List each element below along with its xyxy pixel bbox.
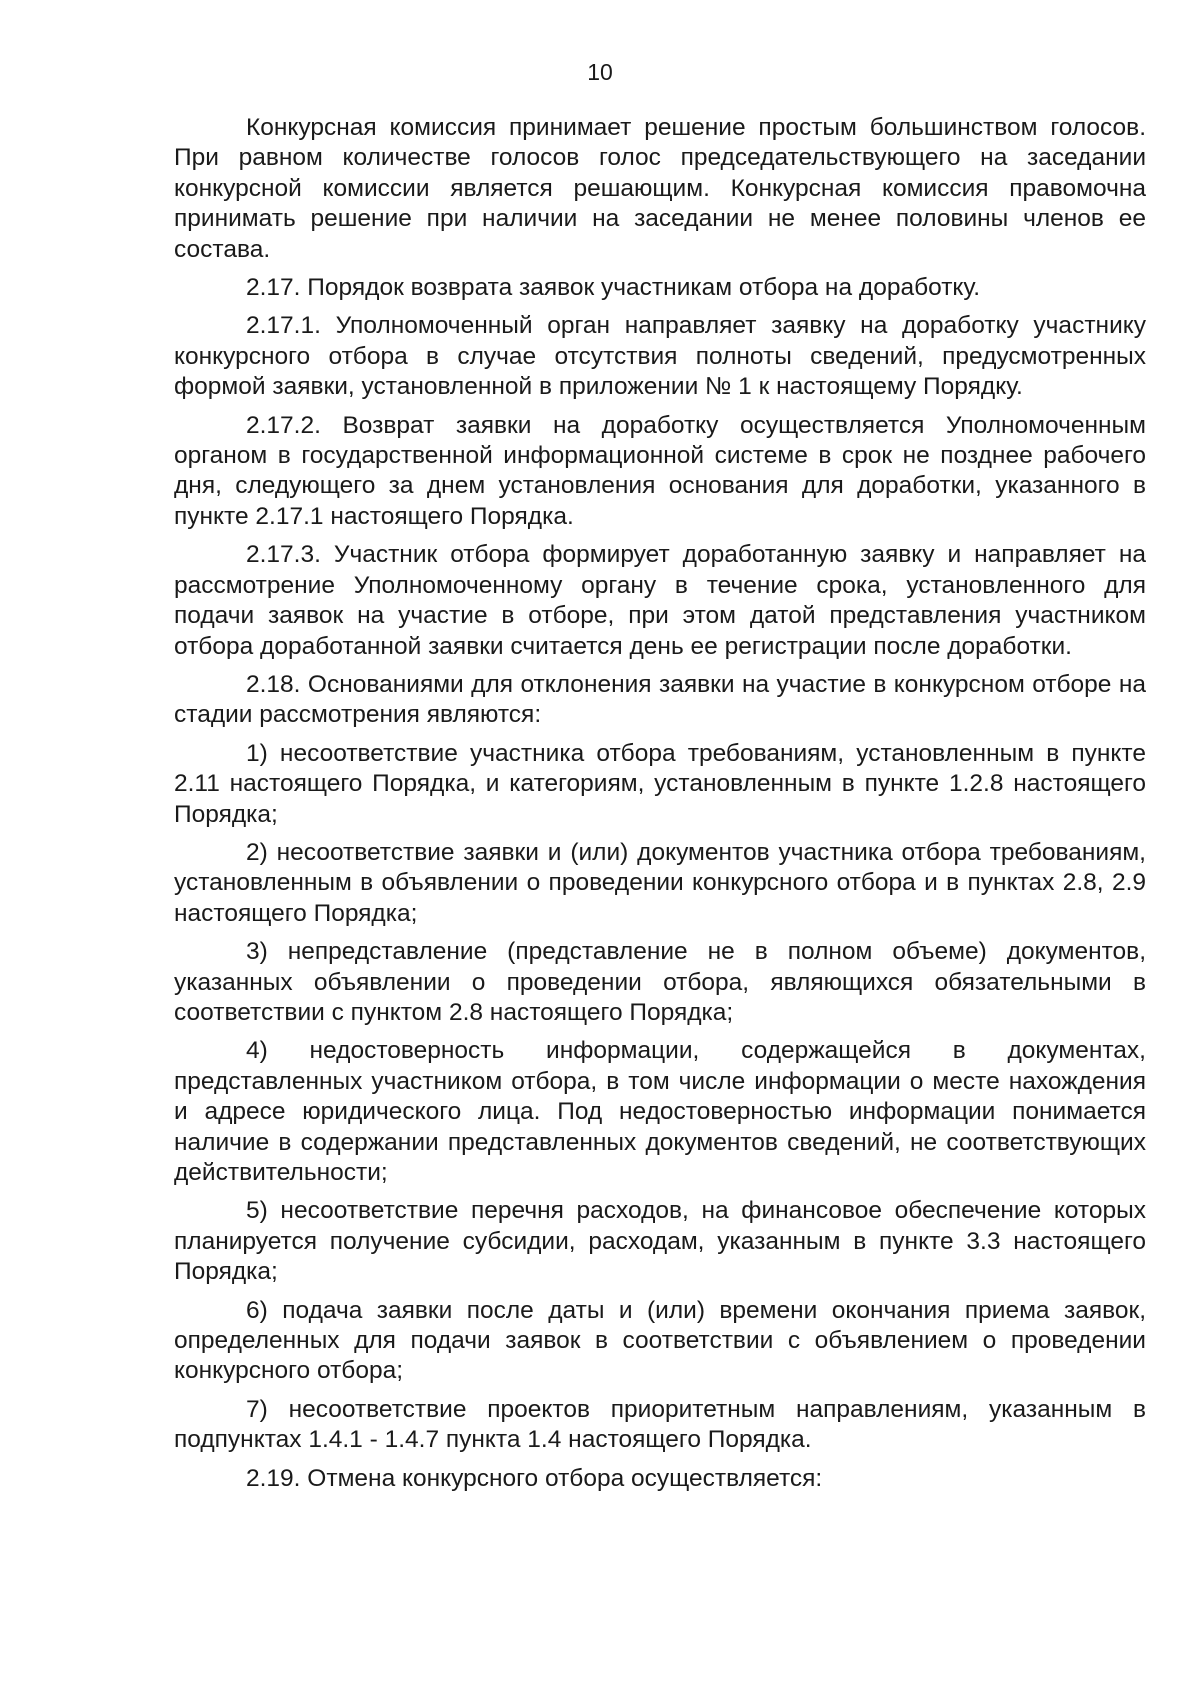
paragraph-2-18: 2.18. Основаниями для отклонения заявки на участие в конкурсном отборе на стадии рассмотрения являются: [174,670,1146,729]
list-item-3: 3) непредставление (представление не в полном объеме) документов, указанных объявлении о проведении отбора, являющихся обязательными в соответствии с пунктом 2.8 настоящего Порядка; [174,938,1146,1026]
paragraph-2-17-3: 2.17.3. Участник отбора формирует доработанную заявку и направляет на рассмотрение Уполномоченному органу в течение срока, установленного для подачи заявок на участие в отборе, при этом датой представления участником отбора доработанной заявки считается день ее регистрации после доработки. [174,541,1146,660]
list-item-5: 5) несоответствие перечня расходов, на финансовое обеспечение которых планируется получение субсидии, расходам, указанным в пункте 3.3 настоящего Порядка; [174,1197,1146,1286]
paragraph-2-17: 2.17. Порядок возврата заявок участникам отбора на доработку. [246,274,981,302]
list-item-4: 4) недостоверность информации, содержащейся в документах, представленных участником отбора, в том числе информации о месте нахождения и адресе юридического лица. Под недостоверностью информации понимается наличие в содержании представленных документов сведений, не соответствующих действительности; [174,1037,1146,1186]
paragraph-2-17-1: 2.17.1. Уполномоченный орган направляет заявку на доработку участнику конкурсного отбора в случае отсутствия полноты сведений, предусмотренных формой заявки, установленной в приложении № 1 к настоящему Порядку. [174,312,1146,401]
list-item-2: 2) несоответствие заявки и (или) документов участника отбора требованиям, установленным в объявлении о проведении конкурсного отбора и в пунктах 2.8, 2.9 настоящего Порядка; [174,838,1146,927]
page-number: 10 [587,59,613,85]
paragraph-2-17-2: 2.17.2. Возврат заявки на доработку осуществляется Уполномоченным органом в государственной информационной системе в срок не позднее рабочего дня, следующего за днем установления основания для доработки, указанного в пункте 2.17.1 настоящего Порядка. [174,411,1146,530]
list-item-1: 1) несоответствие участника отбора требованиям, установленным в пункте 2.11 настоящего Порядка, и категориям, установленным в пункте 1.2.8 настоящего Порядка; [174,739,1146,828]
list-item-6: 6) подача заявки после даты и (или) времени окончания приема заявок, определенных для подачи заявок в соответствии с объявлением о проведении конкурсного отбора; [174,1296,1146,1385]
paragraph-2-19: 2.19. Отмена конкурсного отбора осуществляется: [246,1464,823,1492]
paragraph-commission-decision: Конкурсная комиссия принимает решение простым большинством голосов. При равном количестве голосов голос председательствующего на заседании конкурсной комиссии является решающим. Конкурсная комиссия правомочна принимать решение при наличии на заседании не менее половины членов ее состава. [174,114,1146,263]
document-body [174,113,1146,1502]
list-item-7: 7) несоответствие проектов приоритетным направлениям, указанным в подпунктах 1.4.1 - 1.4.7 пункта 1.4 настоящего Порядка. [174,1395,1146,1454]
